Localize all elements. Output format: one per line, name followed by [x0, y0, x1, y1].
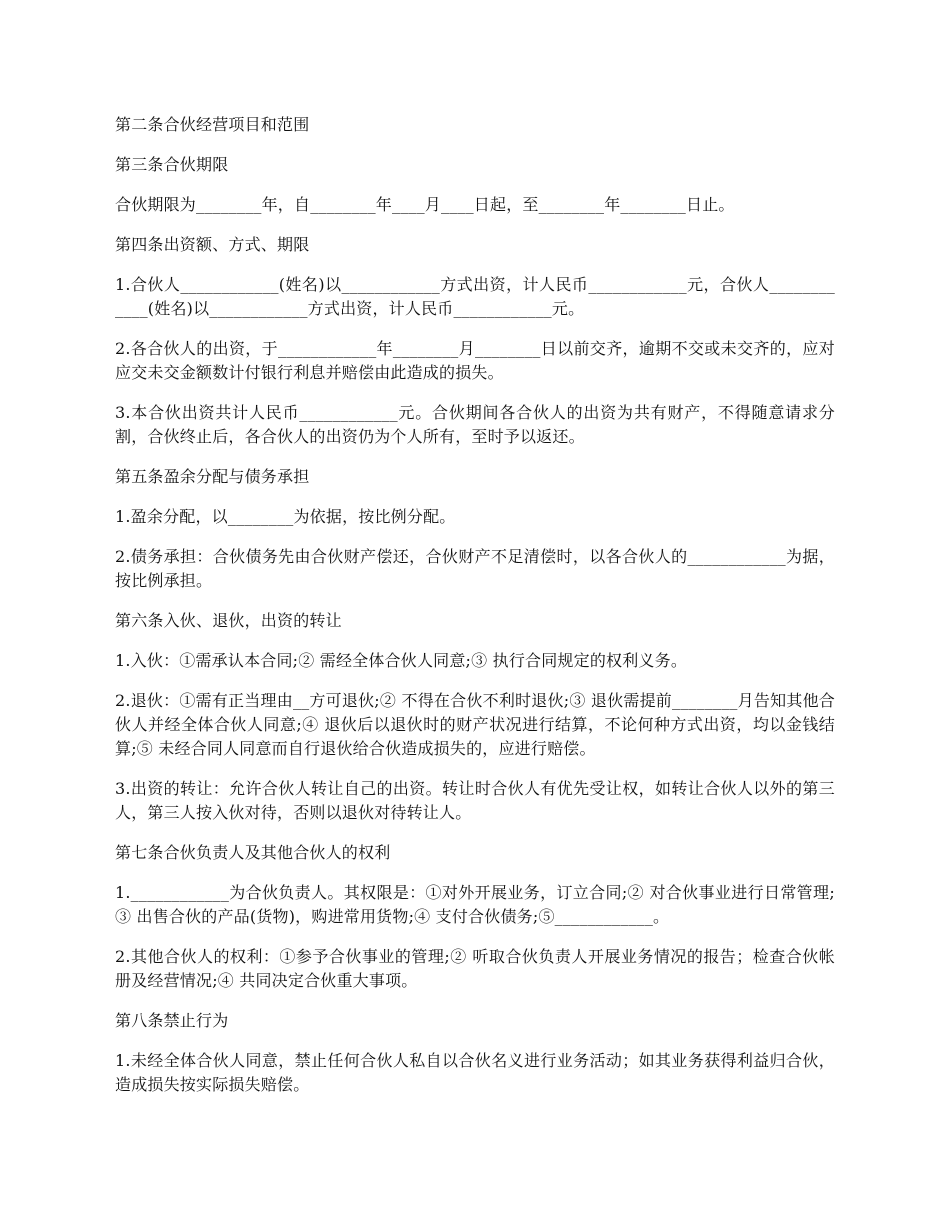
- paragraph-profit-distribution: 1.盈余分配，以________为依据，按比例分配。: [115, 507, 456, 526]
- paragraph-manager-rights: 1.____________为合伙负责人。其权限是：①对外开展业务，订立合同;② 对合伙事业进行日常管理;③ 出售合伙的产品(货物)，购进常用货物;④ 支付合伙债务;⑤____________。: [115, 883, 835, 926]
- heading-article-5: 第五条盈余分配与债务承担: [115, 467, 310, 486]
- heading-article-8: 第八条禁止行为: [115, 1011, 229, 1030]
- heading-article-2: 第二条合伙经营项目和范围: [115, 115, 310, 134]
- paragraph-joining: 1.入伙：①需承认本合同;② 需经全体合伙人同意;③ 执行合同规定的权利义务。: [115, 651, 688, 670]
- paragraph-other-partner-rights: 2.其他合伙人的权利：①参予合伙事业的管理;② 听取合伙负责人开展业务情况的报告；检查合伙帐册及经营情况;④ 共同决定合伙重大事项。: [115, 947, 835, 990]
- heading-article-4: 第四条出资额、方式、期限: [115, 235, 310, 254]
- paragraph-contribution-1: 1.合伙人____________(姓名)以____________方式出资，计人民币____________元，合伙人____________(姓名)以____________方式出资，计人民币____________元。: [115, 275, 835, 318]
- paragraph-debt-liability: 2.债务承担：合伙债务先由合伙财产偿还，合伙财产不足清偿时，以各合伙人的____________为据，按比例承担。: [115, 547, 835, 590]
- heading-article-7: 第七条合伙负责人及其他合伙人的权利: [115, 843, 391, 862]
- document-page: [115, 113, 835, 1113]
- paragraph-withdrawal: 2.退伙：①需有正当理由__方可退伙;② 不得在合伙不利时退伙;③ 退伙需提前________月告知其他合伙人并经全体合伙人同意;④ 退伙后以退伙时的财产状况进行结算，不论何种方式出资，均以金钱结算;⑤ 未经合同人同意而自行退伙给合伙造成损失的，应进行赔偿。: [115, 691, 835, 758]
- paragraph-prohibited-acts: 1.未经全体合伙人同意，禁止任何合伙人私自以合伙名义进行业务活动；如其业务获得利益归合伙，造成损失按实际损失赔偿。: [115, 1051, 835, 1094]
- paragraph-transfer: 3.出资的转让：允许合伙人转让自己的出资。转让时合伙人有优先受让权，如转让合伙人以外的第三人，第三人按入伙对待，否则以退伙对待转让人。: [115, 779, 835, 822]
- paragraph-contribution-2: 2.各合伙人的出资，于____________年________月________日以前交齐，逾期不交或未交齐的，应对应交未交金额数计付银行利息并赔偿由此造成的损失。: [115, 339, 835, 382]
- heading-article-3: 第三条合伙期限: [115, 155, 229, 174]
- heading-article-6: 第六条入伙、退伙，出资的转让: [115, 611, 342, 630]
- paragraph-contribution-3: 3.本合伙出资共计人民币____________元。合伙期间各合伙人的出资为共有财产，不得随意请求分割，合伙终止后，各合伙人的出资仍为个人所有，至时予以返还。: [115, 403, 835, 446]
- paragraph-term: 合伙期限为________年，自________年____月____日起，至________年________日止。: [115, 195, 735, 214]
